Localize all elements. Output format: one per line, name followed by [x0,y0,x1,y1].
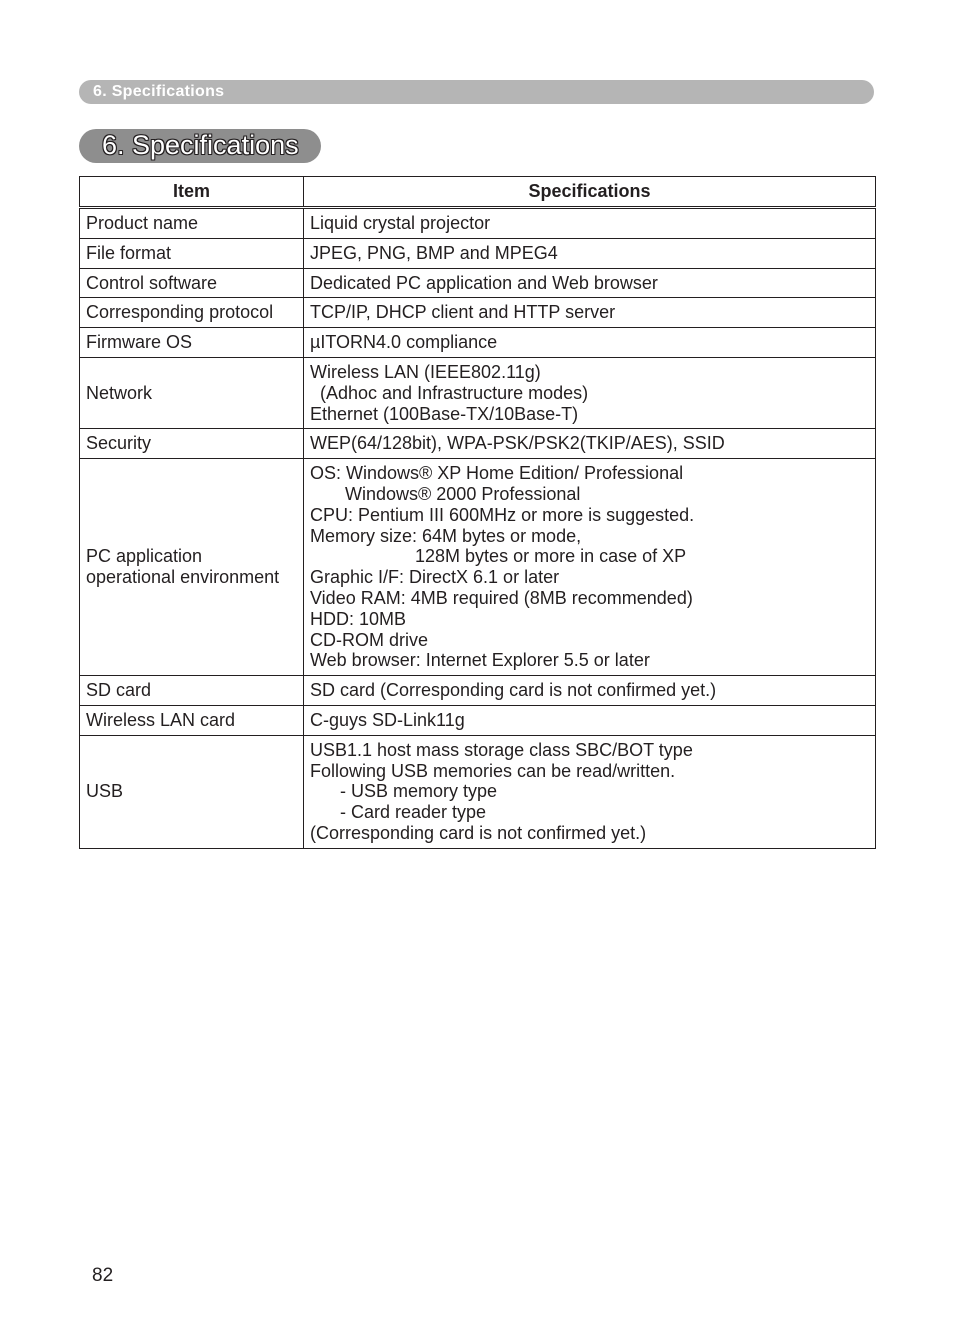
section-title: 6. Specifications [102,130,299,160]
specification-cell [304,676,876,706]
specification-cell [304,268,876,298]
running-header-title: 6. Specifications [93,83,225,100]
item-cell [80,298,304,328]
specification-line: (Corresponding card is not confirmed yet.) [310,822,647,843]
table-row [80,298,876,328]
specification-line: Dedicated PC application and Web browser [310,272,658,293]
table-row [80,328,876,358]
specification-line: C-guys SD-Link11g [310,709,465,730]
specification-cell [304,459,876,676]
item-cell [80,208,304,239]
item-label: Product name [86,213,199,233]
specifications-table [79,176,876,849]
table-row [80,238,876,268]
specification-line: Video RAM: 4MB required (8MB recommended) [310,587,693,608]
specification-cell [304,208,876,239]
table-row [80,705,876,735]
item-cell [80,676,304,706]
specification-cell [304,429,876,459]
specification-line: USB1.1 host mass storage class SBC/BOT type [310,739,693,760]
item-cell [80,357,304,428]
specification-line: Web browser: Internet Explorer 5.5 or later [310,650,650,671]
table-row [80,357,876,428]
specification-cell [304,735,876,848]
specification-line: OS: Windows® XP Home Edition/ Professional [310,463,684,484]
table-row [80,676,876,706]
specification-line: Ethernet (100Base-TX/10Base-T) [310,403,579,424]
specification-line: 128M bytes or more in case of XP [310,546,687,567]
table-row [80,735,876,848]
item-label: Wireless LAN card [86,709,236,730]
item-cell [80,429,304,459]
table-row [80,268,876,298]
item-cell [80,238,304,268]
column-header-item: Item [80,177,304,208]
table-row [80,459,876,676]
table-body [80,208,876,849]
specification-line: CPU: Pentium III 600MHz or more is suggested. [310,504,695,525]
specification-line: CD-ROM drive [310,629,429,650]
specification-line: Memory size: 64M bytes or mode, [310,525,582,546]
specification-line: HDD: 10MB [310,608,407,629]
specification-line: Graphic I/F: DirectX 6.1 or later [310,567,560,588]
specification-line: Wireless LAN (IEEE802.11g) [310,361,541,382]
specification-line: WEP(64/128bit), WPA-PSK/PSK2(TKIP/AES), SSID [310,433,725,454]
specification-cell [304,298,876,328]
column-header-specifications: Specifications [304,177,876,208]
specification-cell [304,328,876,358]
item-cell [80,735,304,848]
specification-cell [304,705,876,735]
item-label: Security [86,433,152,454]
specification-line: - Card reader type [310,802,487,823]
item-label: Network [86,382,153,403]
specification-line: Liquid crystal projector [310,213,491,233]
specification-cell [304,238,876,268]
item-label: USB [86,781,124,802]
section-title-badge [79,129,321,163]
item-label: SD card [86,680,152,701]
item-cell [80,705,304,735]
item-cell [80,328,304,358]
item-label: File format [86,242,172,263]
item-label: Firmware OS [86,332,193,353]
specification-line: - USB memory type [310,781,498,802]
item-cell [80,459,304,676]
running-header [79,80,874,104]
item-label: PC application [86,546,203,567]
specification-line: TCP/IP, DHCP client and HTTP server [310,302,616,323]
table-row [80,208,876,239]
specification-line: Following USB memories can be read/written. [310,760,676,781]
item-label: operational environment [86,567,280,588]
table-header-row [80,177,876,208]
item-label: Control software [86,272,218,293]
specification-cell [304,357,876,428]
item-cell [80,268,304,298]
item-label: Corresponding protocol [86,302,274,323]
specification-line: (Adhoc and Infrastructure modes) [310,382,589,403]
specification-line: SD card (Corresponding card is not confirmed yet.) [310,680,717,701]
specification-line: JPEG, PNG, BMP and MPEG4 [310,242,558,263]
specification-line: µITORN4.0 compliance [310,332,498,353]
table-row [80,429,876,459]
specification-line: Windows® 2000 Professional [310,483,581,504]
page-number: 82 [92,1265,114,1286]
